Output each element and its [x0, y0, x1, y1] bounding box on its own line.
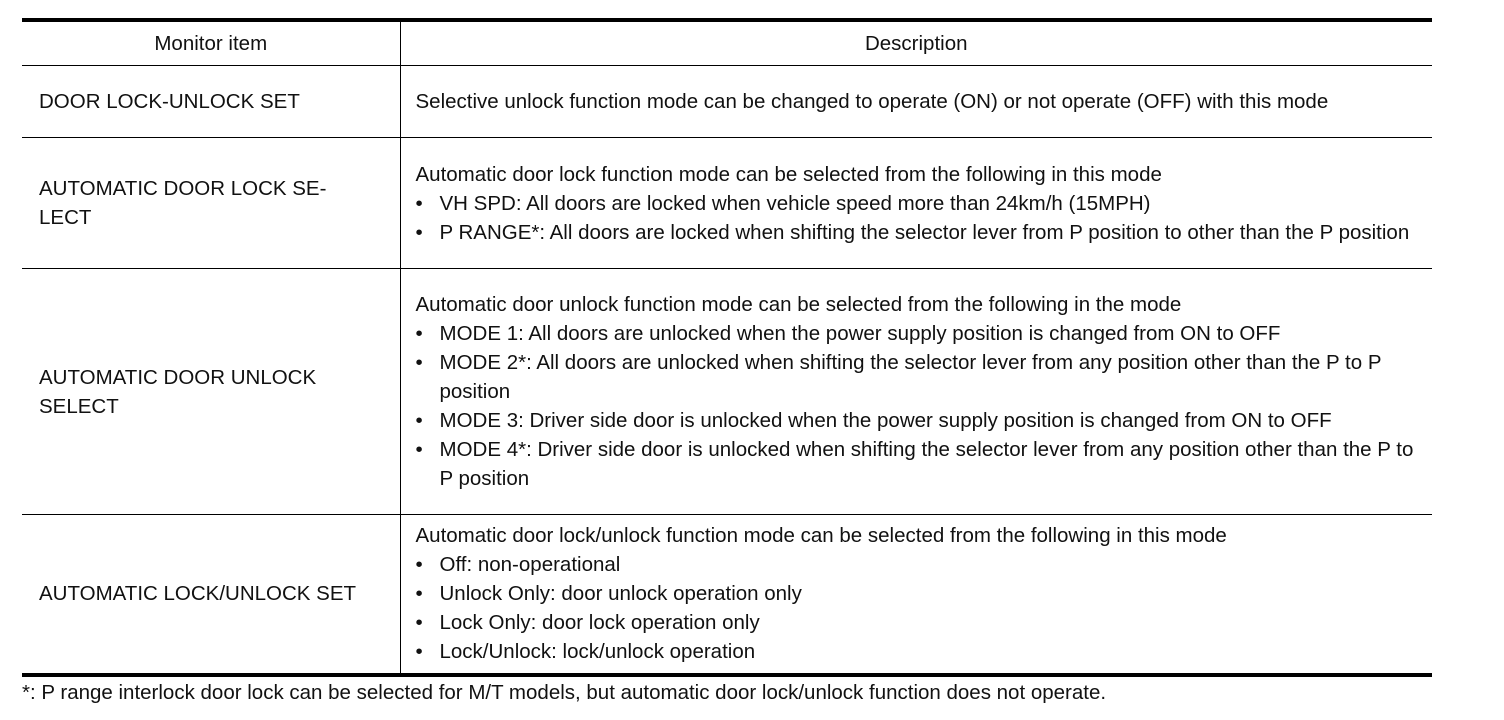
header-monitor-item: Monitor item [22, 20, 400, 66]
monitor-item-cell [22, 138, 400, 269]
monitor-item-cell: AUTOMATIC DOOR UNLOCK SELECT [22, 269, 400, 515]
monitor-item-table [22, 18, 1432, 677]
bullet-list [416, 319, 1419, 493]
list-item: • Lock Only: door lock operation only [416, 608, 1419, 637]
list-item: • MODE 1: All doors are unlocked when the power supply position is changed from ON to OFF [416, 319, 1419, 348]
description-lead: Automatic door lock function mode can be selected from the following in this mode [415, 162, 1162, 186]
list-item: • MODE 4*: Driver side door is unlocked when shifting the selector lever from any position other than the P to P position [416, 435, 1419, 493]
footnote: *: P range interlock door lock can be selected for M/T models, but automatic door lock/unlock function does not operate. [22, 681, 1107, 704]
table-row [22, 269, 1432, 515]
description-lead: Automatic door lock/unlock function mode can be selected from the following in this mode [415, 524, 1227, 548]
item-line: LECT [39, 206, 92, 229]
description-cell [400, 66, 1432, 138]
description-cell [400, 269, 1432, 515]
item-line: AUTOMATIC DOOR LOCK SE- [39, 177, 327, 200]
table-row [22, 66, 1432, 138]
table-row [22, 515, 1432, 675]
list-item: • VH SPD: All doors are locked when vehicle speed more than 24km/h (15MPH) [416, 189, 1419, 218]
description-lead: Selective unlock function mode can be changed to operate (ON) or not operate (OFF) with this mode [415, 90, 1329, 113]
description-lead: Automatic door unlock function mode can be selected from the following in the mode [415, 293, 1182, 316]
list-item: • P RANGE*: All doors are locked when shifting the selector lever from P position to other than the P position [416, 218, 1419, 247]
list-item: • Unlock Only: door unlock operation only [416, 579, 1419, 608]
bullet-list [416, 189, 1419, 247]
table-row [22, 138, 1432, 269]
bullet-list [416, 550, 1419, 666]
monitor-item-cell: DOOR LOCK-UNLOCK SET [22, 66, 400, 138]
monitor-item-cell: AUTOMATIC LOCK/UNLOCK SET [22, 515, 400, 675]
table-header-row [22, 20, 1432, 66]
description-cell [400, 515, 1432, 675]
description-cell [400, 138, 1432, 269]
list-item: • Lock/Unlock: lock/unlock operation [416, 637, 1419, 666]
list-item: • MODE 3: Driver side door is unlocked when the power supply position is changed from ON to OFF [416, 406, 1419, 435]
list-item: • Off: non-operational [416, 550, 1419, 579]
list-item: • MODE 2*: All doors are unlocked when shifting the selector lever from any position other than the P to P position [416, 348, 1419, 406]
header-description: Description [400, 20, 1432, 66]
